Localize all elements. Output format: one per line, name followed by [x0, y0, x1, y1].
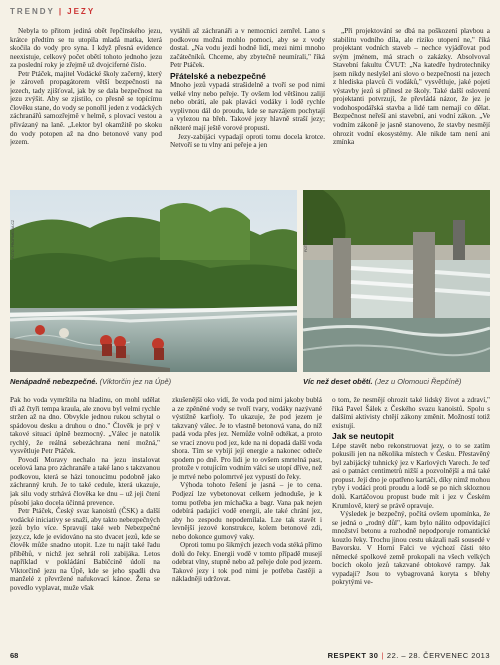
caption-title: Víc než deset obětí. [303, 377, 373, 386]
issue-date: 22. – 28. ČERVENEC 2013 [386, 651, 490, 660]
paragraph: Výsledek je bezpečný, počítá ovšem upomínka, že se jedná o „rodný důl", kam bylo nálito odpovídající množství betonu a rozhodně nepodporuje romantické kouzlo řeky. Trochu jinou cestu ukázali naši sousedé v Bavorsku. V Horní Falci ve výchozí části této německé spolkové země prokopali na všech velkých bocích okolo jezů takzvané obtokové rampy. Jak vypadají? Jsou to vybagrovaná koryta s břehy pokrytými ve- [332, 510, 490, 587]
weir-photo-left [10, 190, 297, 372]
section-name: TRENDY [10, 7, 55, 16]
paragraph: o tom, že nesmějí ohrozit také lidský život a zdraví," říká Pavel Šálek z Českého svazu kanoistů. Spolu s dalšími aktivisty chtějí zákony změnit. Možností totiž existují. [332, 396, 490, 430]
paragraph: Petr Ptáček, Český svaz kanoistů (ČSK) a další vodácké iniciativy se snaží, aby takto nebezpečných jezů bylo více. Spravují také web Nebezpečné jezy.cz, kde je evidováno na sto dvacet jezů, kde se člověk může snadno utopit. Lze tu najít také řadu příběhů, v nichž jez sehrál roli zabijáka. Letos například v pokládání Babičcině údolí na Viktorčině jezu na Úpě, kde se jeho spadli dva manželé z převržené nafukovací kánoe. Žena se povedlo vyplavat, muže však [10, 507, 160, 593]
issue-info: RESPEKT 30 | 22. – 28. ČERVENEC 2013 [327, 651, 490, 660]
paragraph: Jezy-zabijáci vypadají oproti tomu docela krotce. Netvoří se tu vlny ani peřeje a jen [170, 132, 325, 150]
paragraph: Mnoho jezů vypadá strašidelně a tvoří se pod nimi velké vlny nebo peřeje. Ty ovšem lod většinou zalijí nebo obrátí, ale pak plaváci vodáky i lodě rychle vyplivnou dál do proudu, kde se navzájem pochytají a vylezou na břeh. Takové jezy hlavně straší jezy; některé mají ještě vorové propusti. [170, 81, 325, 133]
paragraph: Nebyla to přitom jediná obět řepčínského jezu, krátce předtím se tu utopila mladá matka, která skočila do vody pro syna. I když přesná evidence neexistuje, celkový počet obětí tohoto jednoho jezu za poslední roky je zřejmě už dvojciferné číslo. [10, 27, 162, 70]
article-column-bottom-1 [10, 396, 160, 646]
paragraph: Oproti tomu po šikmých jezech voda stéká přímo dolů do řeky. Energii vodě v tomto případě musejí odebrat vlny, stupně nebo až peřeje dole pod jezem. Takové jezy i tok pod nimi je potřeba častěji a nákladněji udržovat. [172, 541, 322, 584]
paragraph: Lépe stavět nebo rekonstruovat jezy, o to se zatím pokusili jen na několika místech v Česku. Přestavěný byl zabijácký tuhnický jez v Karlových Varech. Je teď asi o patnáct centimetrů nižší a pozvolnější a má také propust. Její dno je opatřeno kartáči, díky nimž mohou ryby i vodáci proti proudu a lodě se po nich skloznou dolů. Kartáčovou propust bude mít i jez v Českém Krumlově, který se právě opravuje. [332, 441, 490, 510]
paragraph: zkušenější oko vidí, že voda pod nimi jakoby bublá a ze zpěněné vody se tvoří tvary, vodáky nazývané výstižně karfioly. To ukazuje, že pod jezem je takzvaný válec. Je to vlastně betonová vana, do níž padá voda přes jez. Nemůže volně odtékat, a proto se vrací znovu pod jez, kde na ni dopadá další voda shora. Tím se vybíjí její energie a nakonec odteče spodem po dně. Pro lidi je to ovšem smrtelná past, protože v rotujícím vodním válci se utopí dříve, než je mrtvé nebo polomrtvé jez vypustí do řeky. [172, 396, 322, 481]
article-column-bottom-2 [172, 396, 322, 646]
photo-caption-right [303, 377, 490, 386]
paragraph: „Při projektování se dbá na poškození plavbou a stabilitu vodního díla, ale riziko utopení ne," říká projektant vodních staveb – nechce vyjádřovat pod svým jménem, má strach o zakázky. Absolvoval Stavební fakultu ČVUT: „Na katedře hydrotechniky jsem nikdy neslyšel ani slovo o bezpečnosti na jezech z hlediska plavců či vodáků," vysvětluje, jaké pojetí výstavby jezů si přinesl ze školy. Také další oslovení projektanti potvrzují, že převládá názor, že jez je vodohospodářská stavba a lidé tam nemají co dělat. Bezpečnost neřeší ani stavební, ani vodní zákon. „Ve vodním zákoně je jasně stanoveno, že stavby nesmějí ohrozit vodní ekosystémy. Ale nikde tam není ani zmínka [333, 27, 490, 147]
topic-name: JEZY [67, 7, 96, 16]
page-number: 68 [10, 651, 19, 660]
photo-credit: FOTO: PROFIMEDIA.CZ [11, 220, 15, 260]
photo-caption-left [10, 377, 297, 386]
article-column-top-3 [333, 27, 490, 182]
paragraph: Povodí Moravy nechalo na jezu instalovat ocelová lana pro záchranáře a také lano s takzvanou podkovou, která se házi tonoucímu podobně jako záchranný kruh. Je to také cedule, která ukazuje, jak silu vody strhává člověka ke dnu – už jeji čtení působí jako docela účinná prevence. [10, 455, 160, 507]
paragraph: Výhoda tohoto řešení je jasná – je to cena. Podjezí lze vybetonovat celkem jednoduše, je k tomu potřeba jen míchačka a bagr. Vana pak nejen odebírá padající vodě energii, ale také chrání jez, aby ho zespodu nepodemílala. Lze tak stavět i levnější jezové konstrukce, kolem betonové zdi, nebo dokonce gumový vaky. [172, 481, 322, 541]
article-column-bottom-3 [332, 396, 490, 646]
article-column-top-1 [10, 27, 162, 182]
paragraph: Petr Ptáček, majitel Vodácké školy začerný, který je zároveň propagátorem větší bezpečnosti na jezech, tady zjišťoval, jak by se dala bezpečnost na jezu zvýšit. Aby se zjistilo, co přesně se topícímu člověku stane, do vody se ponořil jeden z vodáckých záchranářů samozřejmě v helmě, s plovací vestou a přivázaný na laně. „Lektor byl okamžitě po skoku do vody potopen až na dno betonové vany pod jezem. [10, 69, 162, 147]
caption-text: (Jez u Olomouci Řepčíně) [374, 377, 462, 386]
paragraph: Pak ho voda vymrštila na hladinu, on mohl udělat tři až čtyři tempa kraula, ale znovu byl velmi rychle stržen až na dno. Obvykle jednou rukou schytal o spádovou desku a druhou o dno." Člověk je prý v takové situaci úplně bezmocný. „Válec je natolik rychlý, že reálná sebezáchrana není možná," vysvětluje Petr Ptáček. [10, 396, 160, 456]
magazine-issue: RESPEKT 30 [327, 651, 379, 660]
paragraph: vytáhli až záchranáři a v nemocnici zemřel. Lano s podkovou možná mohlo pomoci, aby se z vody dostal. „Na vodu jezdí hodně lidí, mezi nimi mnoho začátečníků. Chceme, aby zbytečně neumírali," říká Petr Ptáček. [170, 27, 325, 70]
article-column-top-2 [170, 27, 325, 182]
section-header: TRENDY | JEZY [10, 7, 96, 16]
caption-title: Nenápadně nebezpečné. [10, 377, 98, 386]
weir-gates-image [303, 190, 490, 372]
caption-text: (Viktorčin jez na Úpě) [99, 377, 172, 386]
weir-photo-right [303, 190, 490, 372]
subheading: Jak se neutopit [332, 431, 394, 442]
subheading: Přátelské a nebezpečné [170, 70, 266, 81]
photo-credit: FOTO: ČTK/MAREK [304, 220, 308, 253]
weir-river-image [10, 190, 297, 372]
